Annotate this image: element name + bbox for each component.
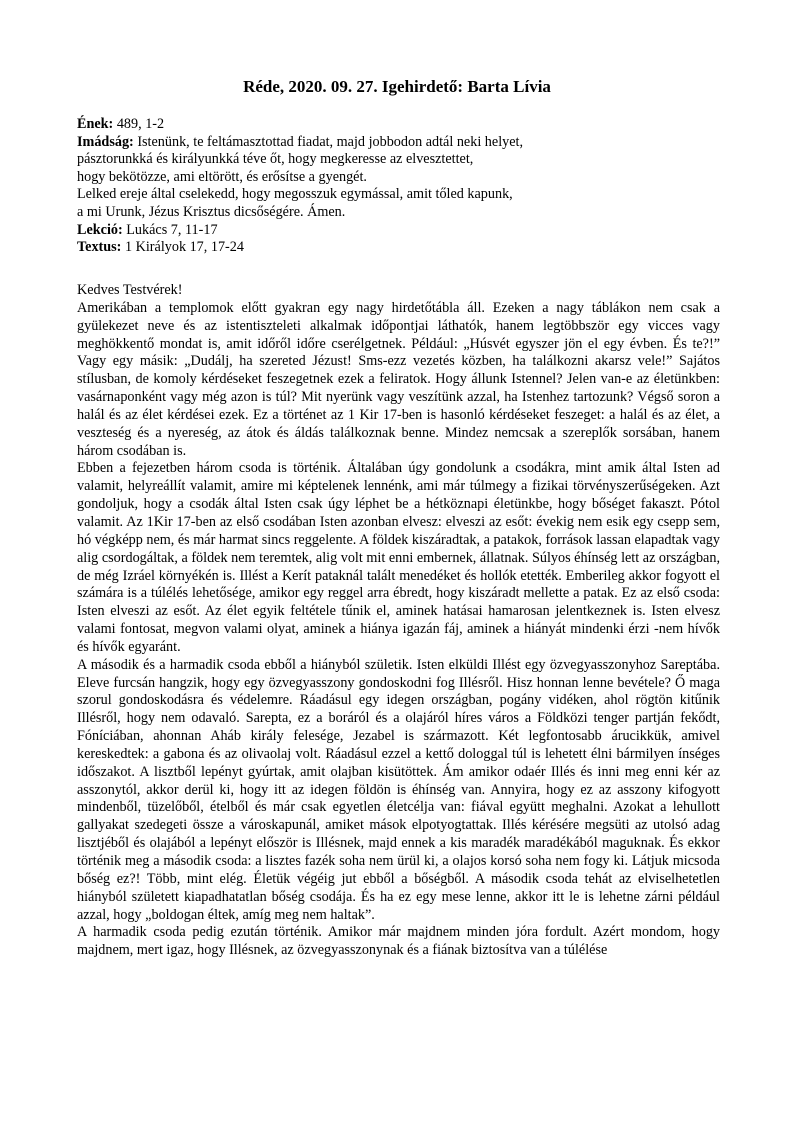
hymn-value: 489, 1-2 [113, 116, 165, 132]
paragraph-4: A harmadik csoda pedig ezután történik. Amikor már majdnem minden jóra fordult. Azért mondom, hogy majdnem, mert igaz, hogy Illésnek, az özvegyasszonynak és a fiának biztosítva van a túlélése [77, 924, 720, 959]
prayer-line-2: pásztorunkká és királyunkká téve őt, hogy megkeresse az elvesztettet, [77, 151, 474, 168]
page-title: Réde, 2020. 09. 27. Igehirdető: Barta Lívia [243, 77, 551, 96]
prayer-line-3: hogy bekötözze, ami eltörött, és erősítse a gyengét. [77, 168, 367, 185]
prayer-line-1 [77, 134, 737, 152]
hymn-label: Ének: [77, 116, 114, 132]
prayer-label: Imádság: [77, 133, 134, 150]
prayer-line-4: Lelked ereje által cselekedd, hogy megosszuk egymással, amit tőled kapunk, [77, 186, 513, 203]
prayer-text-1: Istenünk, te feltámasztottad fiadat, majd jobbodon adtál neki helyet, [133, 133, 524, 150]
lection-label: Lekció: [77, 221, 123, 238]
paragraph-1: Amerikában a templomok előtt gyakran egy nagy hirdetőtábla áll. Ezeken a nagy táblákon nem csak a gyülekezet neve és az istentiszteleti alkalmak időpontjai láthatók, hanem legtöbbször egy vicces vagy meghökkentő mondat is, amit időről időre cserélgetnek. Például: „Húsvét egyszer jön el egy évben. És te?!” Vagy egy másik: „Dudálj, ha szereted Jézust! Sms-ezz vezetés közben, ha találkozni akarsz vele!” Sajátos stílusban, de komoly kérdéseket feszegetnek ezek a feliratok. Hogy állunk Istennel? Jelen van-e az életünkben: vasárnaponként vagy még azon is túl? Mit nyerünk vagy veszítünk azzal, ha Istenhez tartozunk? Végső soron a halál és az élet kérdései ezek. Ez a történet az 1 Kir 17-ben is hasonló kérdéseket feszeget: a halál és az élet, a veszteség és a nyereség, az átok és áldás találkoznak benne. Mindez nemcsak a szereplők sorsában, hanem három csodában is. [77, 299, 720, 459]
text-line [77, 239, 737, 257]
service-details [77, 116, 737, 257]
text-label: Textus: [77, 239, 122, 256]
hymn-line [77, 116, 737, 134]
lection-line [77, 222, 737, 240]
paragraph-2: Ebben a fejezetben három csoda is történik. Általában úgy gondolunk a csodákra, mint amik által Isten ad valamit, helyreállít valamit, amire mi képtelenek lennénk, ami már túlmegy a fizikai törvényszerűségeken. Azt gondoljuk, hogy a csodák által Isten csak úgy léphet be a hétköznapi életünkbe, hogy bőséget fakaszt. Pótol valamit. Az 1Kir 17-ben az első csodában Isten azonban elvesz: elveszi az esőt: évekig nem esik egy csepp sem, hó végképp nem, és már harmat sincs reggelente. A földek kiszáradtak, a patakok, források lassan elapadtak vagy alig csordogáltak, a földek nem teremtek, alig volt mit enni embernek, állatnak. Súlyos éhínség lett az országban, de még Izráel környékén is. Illést a Kerít pataknál talált menedéket és hollók etették. Emberileg akkor fogyott el számára is a túlélés lehetősége, amikor egy reggel arra ébredt, hogy kiszáradt mellette a patak. Ez az első csoda: Isten elveszi az esőt. Az élet egyik feltétele tűnik el, aminek hatásai hamarosan jelentkeznek is. Isten elvesz valami fontosat, megvon valami olyat, aminek a hiánya igazán fáj, aminek a hiányát mindenki érzi -nem hívők és hívők egyaránt. [77, 460, 720, 655]
sermon-body [77, 282, 720, 960]
greeting: Kedves Testvérek! [77, 282, 183, 298]
lection-value: Lukács 7, 11-17 [122, 221, 218, 238]
paragraph-3: A második és a harmadik csoda ebből a hiányból születik. Isten elküldi Illést egy özvegyasszonyhoz Sareptába. Eleve furcsán hangzik, hogy egy özvegyasszony gondoskodni fog Illésről. Hisz honnan lenne bevétele? Ő maga szorul gondoskodásra és védelemre. Ráadásul egy idegen országban, pogány vidéken, ahol rögtön kitűnik Illésről, hogy nem odavaló. Sarepta, ez a boráról és a olajáról híres város a Földközi tenger partján fekődt, Fóníciában, ahonnan Aháb király felesége, Jezabel is származott. Két legfontosabb árucikkük, amivel kereskedtek: a gabona és az olivaolaj volt. Ráadásul ezzel a kettő dologgal túl is lehetett élni bármilyen ínséges időszakot. A lisztből lepényt gyúrtak, amit olajban kisütöttek. Ám amikor odaér Illés és inni meg enni kér az asszonytól, akkor derül ki, hogy itt az idegen földön is éhínség van. Annyira, hogy ez az asszony kifogyott mindenből, tüzelőből, ételből és már csak egyetlen életcélja van: fiával együtt meghalni. Azokat a lehullott gallyakat szedegeti össze a városkapunál, amiket mások elpotyogtattak. Illés kérésére megsüti az utolsó adag lisztjéből és olajából a lepényt először is Illésnek, majd ennek a kis maradék maradékából maguknak. És ekkor történik meg a második csoda: a lisztes fazék soha nem ürül ki, a olajos korsó soha nem fogy ki. Látjuk micsoda bőség ez?! Több, mint elég. Életük végéig jut ebből a bőségből. A második csoda tehát az elviselhetetlen hiányból született kiapadhatatlan bőség csodája. És ha ez egy mese lenne, akkor itt le is lehetne zárni például azzal, hogy „boldogan éltek, amíg meg nem haltak”. [77, 656, 720, 923]
prayer-line-5: a mi Urunk, Jézus Krisztus dicsőségére. Ámen. [77, 203, 346, 220]
text-value: 1 Királyok 17, 17-24 [121, 239, 244, 256]
